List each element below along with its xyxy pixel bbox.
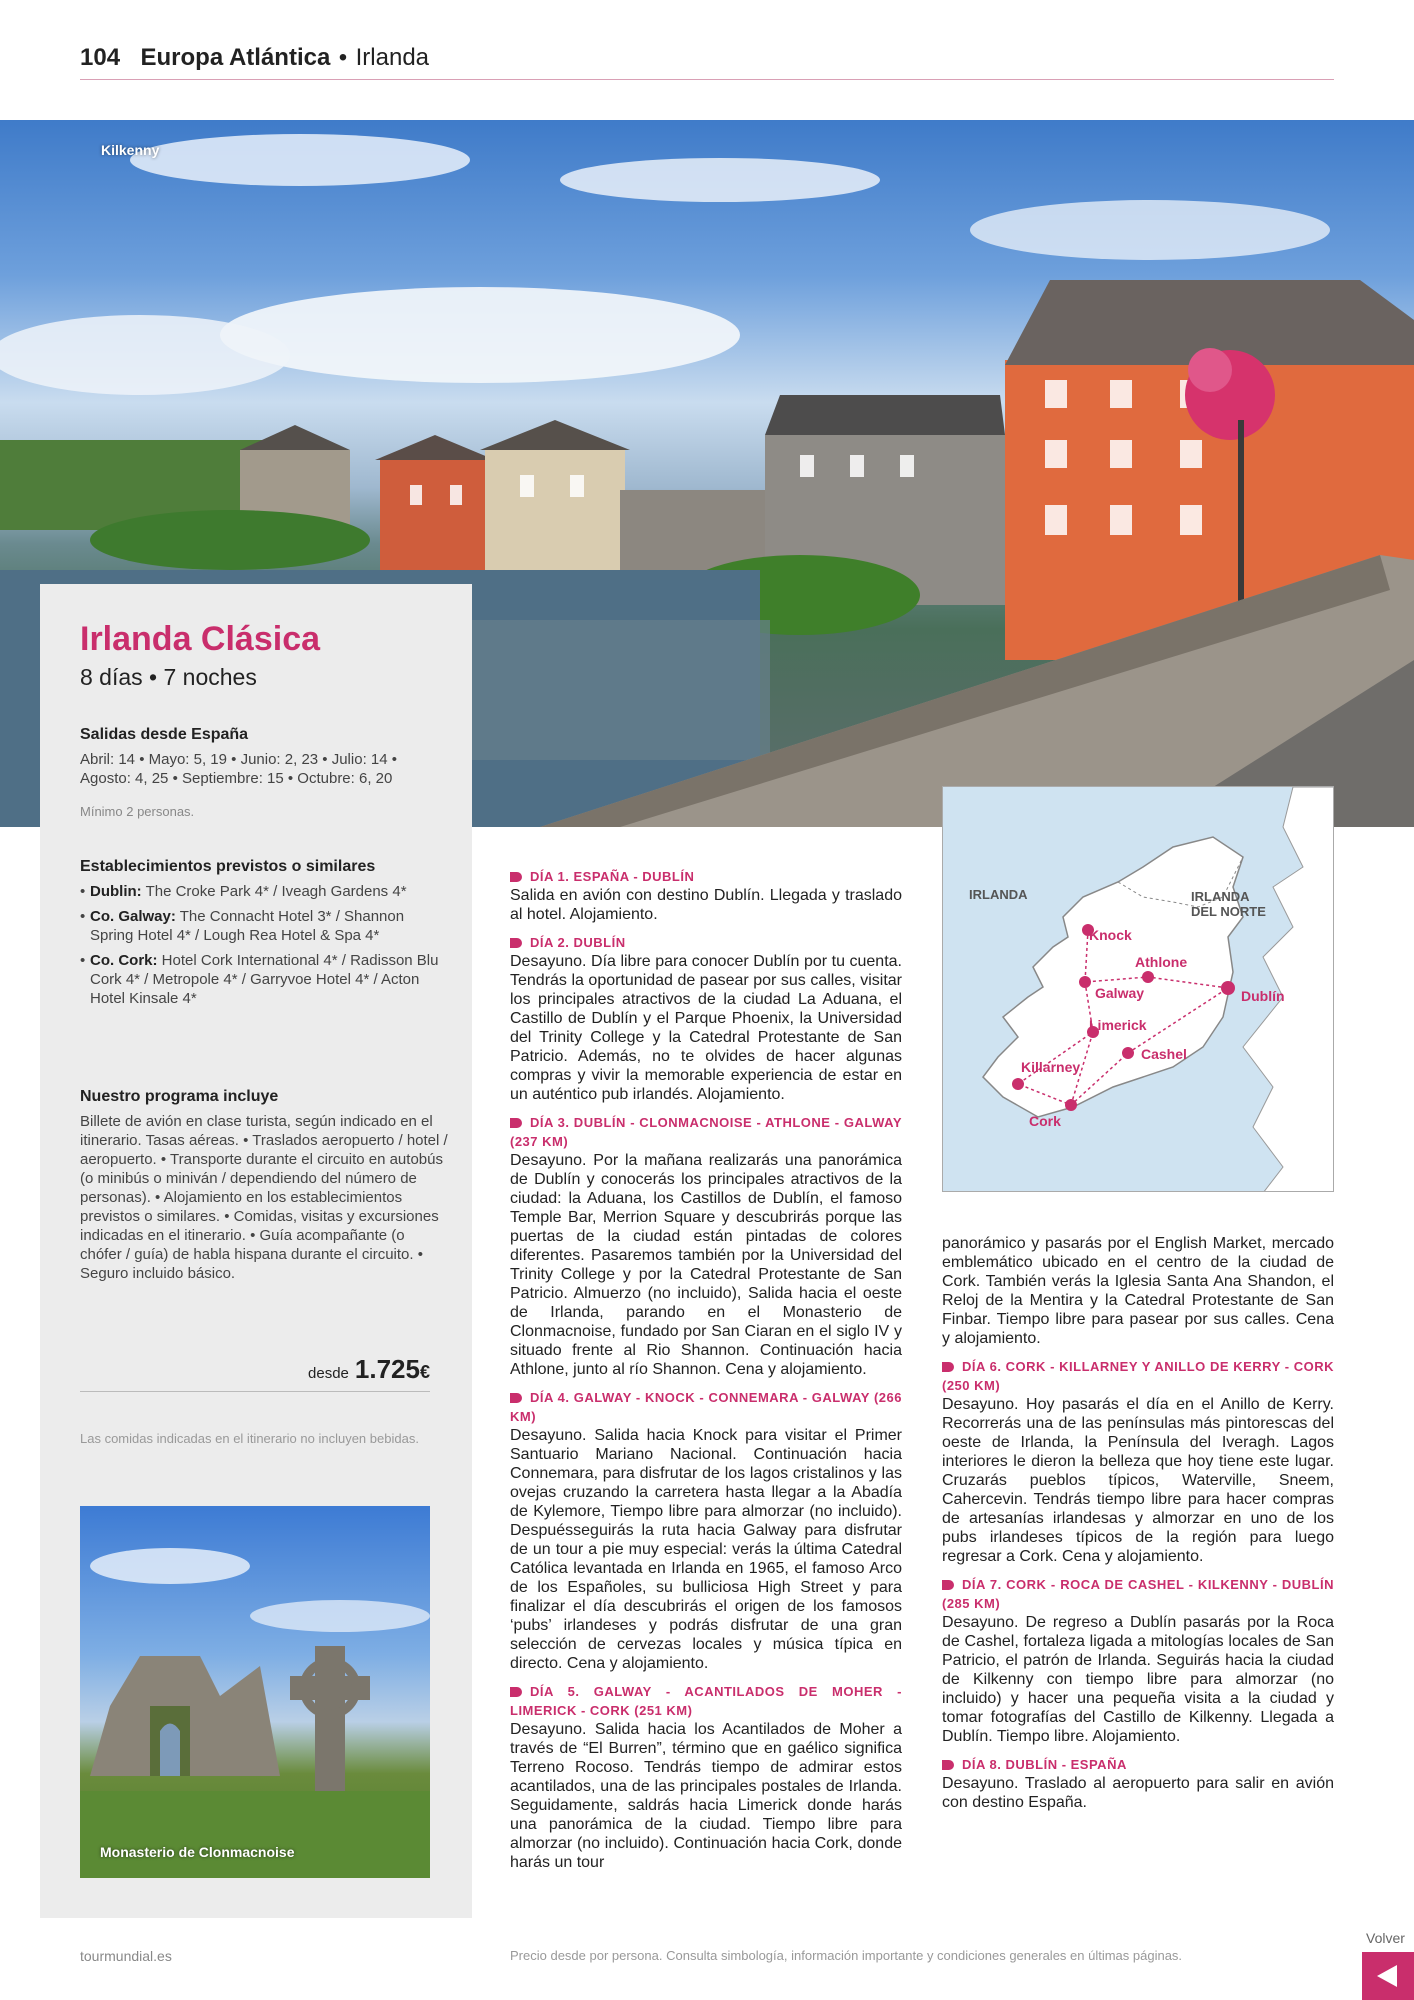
itinerary-day xyxy=(942,1357,1334,1566)
hotels-city: Dublin: xyxy=(90,883,142,900)
back-button[interactable] xyxy=(1362,1952,1414,2000)
day-marker-icon xyxy=(942,1362,954,1372)
day-marker-icon xyxy=(510,938,522,948)
day-text: Desayuno. De regreso a Dublín pasarás por la Roca de Cashel, fortaleza ligada a mitologías locales de San Patricio, el patrón de Irlanda. Seguirás hacia la ciudad de Kilkenny con tiempo libre para almorzar (no incluido) y hacer una pequeña visita a la ciudad y tomar fotografías del Castillo de Kilkenny. Llegada a Dublín. Tiempo libre. Alojamiento. xyxy=(942,1614,1334,1745)
day-title-text: DÍA 3. DUBLÍN - CLONMACNOISE - ATHLONE - GALWAY (237 KM) xyxy=(510,1115,902,1149)
day-title xyxy=(510,933,902,952)
hotels-item xyxy=(80,907,450,945)
hotels-names: The Croke Park 4* / Iveagh Gardens 4* xyxy=(145,883,407,900)
day-title-text: DÍA 2. DUBLÍN xyxy=(530,935,626,950)
price-amount: 1.725 xyxy=(354,1354,420,1384)
hotels-section xyxy=(80,858,450,1014)
price-currency: € xyxy=(419,1362,430,1382)
day-text: Desayuno. Por la mañana realizarás una panorámica de Dublín y conocerás los principales atractivos de la ciudad: la Aduana, los Castillos de Dublín, el famoso Temple Bar, Merrion Square y descubrirás porque las puertas de la ciudad están pintadas de colores diferentes. Pasaremos también por la Universidad del Trinity College y por la Catedral Protestante de San Patricio. Almuerzo (no incluido), Salida hacia el oeste de Irlanda, parando en el Monasterio de Clonmacnoise, fundado por San Ciaran en el siglo IV y situado frente al Rio Shannon. Continuación hacia Athlone, junto al río Shannon. Cena y alojamiento. xyxy=(510,1152,902,1378)
trip-summary-panel xyxy=(40,584,472,1918)
country-title: Irlanda xyxy=(355,44,430,71)
map-label-norte-line2: DEL NORTE xyxy=(1191,904,1266,919)
clonmacnoise-photo xyxy=(80,1506,430,1878)
hotels-names: Hotel Cork International 4* / Radisson Blu Cork 4* / Metropole 4* / Garryvoe Hotel 4* / Acton Hotel Kinsale 4* xyxy=(90,952,439,1007)
day-title xyxy=(510,867,902,886)
included-heading: Nuestro programa incluye xyxy=(80,1088,279,1105)
back-label[interactable]: Volver xyxy=(1366,1930,1405,1946)
day-marker-icon xyxy=(942,1580,954,1590)
day-title-text: DÍA 8. DUBLÍN - ESPAÑA xyxy=(962,1757,1127,1772)
day-title xyxy=(942,1575,1334,1613)
hotels-city: Co. Cork: xyxy=(90,952,158,969)
itinerary-day xyxy=(510,1113,902,1379)
itinerary-day xyxy=(510,1682,902,1872)
photo-caption: Monasterio de Clonmacnoise xyxy=(100,1844,295,1860)
day-marker-icon xyxy=(942,1760,954,1770)
itinerary-column-left xyxy=(510,867,902,1881)
departures-heading: Salidas desde España xyxy=(80,726,249,743)
day-text: Salida en avión con destino Dublín. Llegada y traslado al hotel. Alojamiento. xyxy=(510,887,902,923)
day-marker-icon xyxy=(510,872,522,882)
map-city-galway: Galway xyxy=(1095,985,1145,1001)
map-city-knock: Knock xyxy=(1089,927,1132,943)
included-text: Billete de avión en clase turista, según indicado en el itinerario. Tasas aéreas. • Traslados aeropuerto / hotel / aeropuerto. • Transporte durante el circuito en autobús (o minibús o miniván / dependiendo del número de personas). • Alojamiento en los establecimientos previstos o similares. • Comidas, visitas y excursiones indicadas en el itinerario. • Guía acompañante (o chófer / guía) de habla hispana durante el circuito. • Seguro incluido básico. xyxy=(80,1113,448,1282)
itinerary-day xyxy=(942,1755,1334,1812)
price-block xyxy=(80,1354,430,1392)
footer-site[interactable]: tourmundial.es xyxy=(80,1948,172,1964)
hotels-item xyxy=(80,951,450,1008)
itinerary-column-right xyxy=(942,1234,1334,1821)
day-title xyxy=(942,1755,1334,1774)
map-city-athlone: Athlone xyxy=(1135,954,1188,970)
included-section xyxy=(80,1088,450,1283)
day-title-text: DÍA 6. CORK - KILLARNEY Y ANILLO DE KERRY - CORK (250 KM) xyxy=(942,1359,1334,1393)
map-city-killarney: Killarney xyxy=(1021,1059,1081,1075)
meals-note: Las comidas indicadas en el itinerario no incluyen bebidas. xyxy=(80,1431,419,1446)
back-arrow-icon xyxy=(1373,1961,1403,1991)
day-text: Desayuno. Hoy pasarás el día en el Anillo de Kerry. Recorrerás una de las penínsulas más pintorescas del oeste de Irlanda, la Península del Iveragh. Lagos interiores le dieron la belleza que hoy tiene este lugar. Cruzarás pueblos típicos, Waterville, Sneem, Cahercevin. Tendrás tiempo libre para hacer compras de artesanías irlandesas y almorzar en uno de los pubs irlandeses típicos de la región para luego regresar a Cork. Cena y alojamiento. xyxy=(942,1396,1334,1565)
day-marker-icon xyxy=(510,1687,522,1697)
footer-note: Precio desde por persona. Consulta simbología, información importante y condiciones generales en últimas páginas. xyxy=(510,1948,1183,1963)
map-label-irlanda-norte xyxy=(1191,889,1266,919)
price-desde-label: desde xyxy=(308,1365,349,1382)
day-title-text: DÍA 5. GALWAY - ACANTILADOS DE MOHER - LIMERICK - CORK (251 KM) xyxy=(510,1684,902,1718)
day-text: Desayuno. Día libre para conocer Dublín por tu cuenta. Tendrás la oportunidad de pasear por sus calles, visitar los principales atractivos de la ciudad La Aduana, el Castillo de Dublín y el Parque Phoenix, la Universidad del Trinity College y la Catedral Protestante de San Patricio. Además, no te olvides de hacer algunas compras y vivir la memorable experiencia de estar en un auténtico pub irlandés. Alojamiento. xyxy=(510,953,902,1103)
itinerary-day xyxy=(942,1575,1334,1746)
day-marker-icon xyxy=(510,1393,522,1403)
trip-title: Irlanda Clásica xyxy=(80,620,321,658)
hotels-names: The Connacht Hotel 3* / Shannon Spring Hotel 4* / Lough Rea Hotel & Spa 4* xyxy=(90,908,405,944)
map-city-cork: Cork xyxy=(1029,1113,1061,1129)
page-header xyxy=(80,44,1334,80)
day-title-text: DÍA 7. CORK - ROCA DE CASHEL - KILKENNY - DUBLÍN (285 KM) xyxy=(942,1577,1334,1611)
day-text: Desayuno. Traslado al aeropuerto para salir en avión con destino España. xyxy=(942,1775,1334,1811)
hotels-list xyxy=(80,882,450,1008)
map-city-limerick: Limerick xyxy=(1089,1017,1147,1033)
day-marker-icon xyxy=(510,1118,522,1128)
page-number: 104 xyxy=(80,44,121,71)
day-text: Desayuno. Salida hacia los Acantilados de Moher a través de “El Burren”, término que en gaélico significa Terreno Rocoso. Tendrás tiempo de admirar estos acantilados, una de las principales postales de Irlanda. Seguidamente, saldrás hacia Limerick donde harás una panorámica de la ciudad. Tiempo libre para almorzar (no incluido). Continuación hacia Cork, donde harás un tour xyxy=(510,1721,902,1871)
map-city-cashel: Cashel xyxy=(1141,1046,1187,1062)
day-title xyxy=(510,1388,902,1426)
map-label-norte-line1: IRLANDA xyxy=(1191,889,1250,904)
monastery-illustration xyxy=(80,1506,430,1878)
hotels-heading: Establecimientos previstos o similares xyxy=(80,858,376,875)
itinerary-day xyxy=(510,1388,902,1673)
hotels-item xyxy=(80,882,450,901)
day-title xyxy=(942,1357,1334,1395)
day-title xyxy=(510,1682,902,1720)
section-title: Europa Atlántica xyxy=(140,44,331,71)
minimum-note: Mínimo 2 personas. xyxy=(80,804,195,819)
departures-section xyxy=(80,726,450,788)
day-title xyxy=(510,1113,902,1151)
map-city-dublin: Dublín xyxy=(1241,988,1285,1004)
hotels-city: Co. Galway: xyxy=(90,908,176,925)
day-text: panorámico y pasarás por el English Market, mercado emblemático ubicado en el centro de la ciudad de Cork. También verás la Iglesia Santa Ana Shandon, el Reloj de la Mentira y la Catedral Protestante de San Finbar. Tiempo libre para pasear por sus calles. Cena y alojamiento. xyxy=(942,1235,1334,1347)
itinerary-day xyxy=(510,867,902,924)
itinerary-day-continued xyxy=(942,1234,1334,1348)
itinerary-day xyxy=(510,933,902,1104)
map-label-irlanda: IRLANDA xyxy=(969,887,1028,902)
trip-duration: 8 días • 7 noches xyxy=(80,664,257,690)
route-map xyxy=(942,786,1334,1192)
departures-dates: Abril: 14 • Mayo: 5, 19 • Junio: 2, 23 • Julio: 14 • Agosto: 4, 25 • Septiembre: 15 • Octubre: 6, 20 xyxy=(80,751,398,787)
hero-caption: Kilkenny xyxy=(101,142,160,158)
day-text: Desayuno. Salida hacia Knock para visitar el Primer Santuario Mariano Nacional. Continuación hacia Connemara, para disfrutar de los lagos cristalinos y las ovejas cruzando la carretera hasta llegar a la Abadía de Kylemore, Tiempo libre para almorzar (no incluido). Despuésseguirás la ruta hacia Galway para disfrutar de un tour a pie muy especial: verás la última Catedral Católica levantada en Irlanda en 1965, el famoso Arco de los Españoles, su bulliciosa High Street y para finalizar el día descubrirás el origen de los famosos ‘pubs’ irlandeses y podrás disfrutar de una gran selección de cervezas locales y música típica en directo. Cena y alojamiento. xyxy=(510,1427,902,1672)
header-bullet: • xyxy=(338,44,348,71)
day-title-text: DÍA 4. GALWAY - KNOCK - CONNEMARA - GALWAY (266 KM) xyxy=(510,1390,902,1424)
day-title-text: DÍA 1. ESPAÑA - DUBLÍN xyxy=(530,869,695,884)
